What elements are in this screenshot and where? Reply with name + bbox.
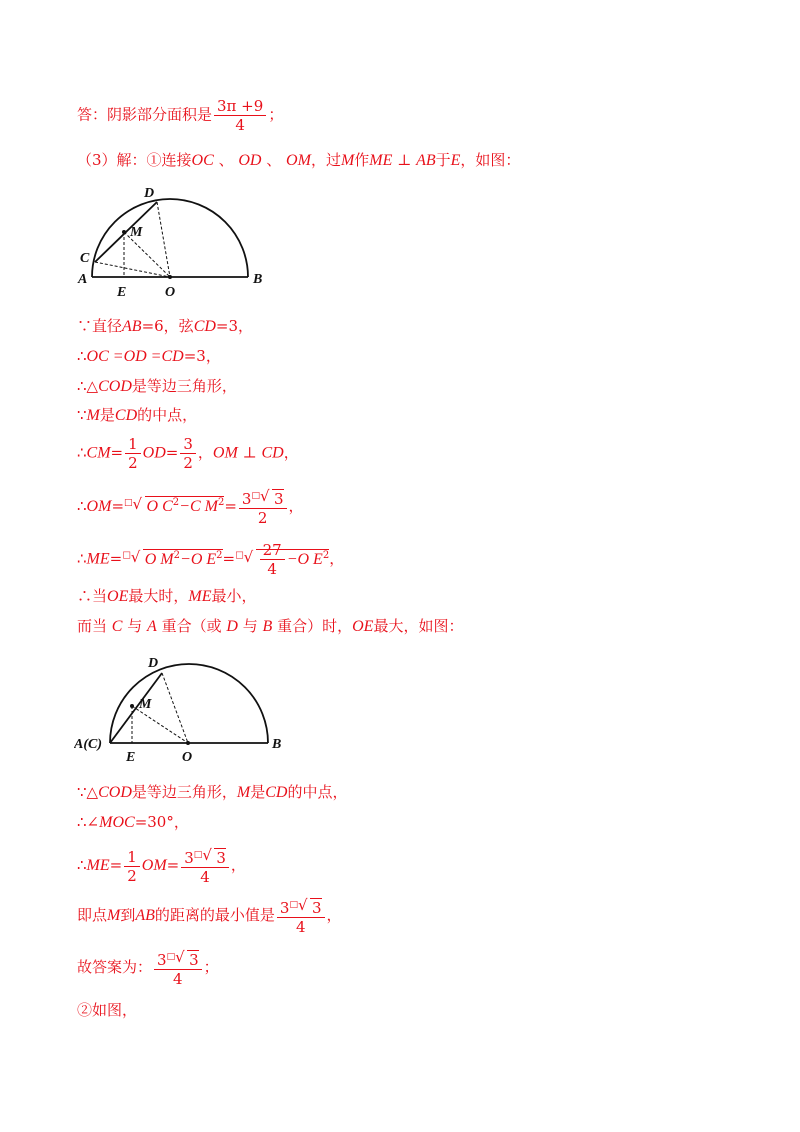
label-m-2: M: [139, 697, 152, 712]
fraction-three-halves: $\frac{3}{2}$: [180, 435, 196, 472]
me-line: ∴ME=□ √ O $M^2-O$ $E^2=^□$ √ $\frac{27}{4}$ −O $E^2$，: [77, 541, 345, 578]
sqrt-om: √ O $C^2-C$ $M^2$: [132, 495, 225, 515]
label-e: E: [117, 285, 127, 300]
me-value-line: ∴ME= $\frac{1}{2}$ OM= 3□ √ 3 4 ，: [77, 846, 246, 886]
segment-od: [157, 202, 170, 277]
final-answer-fraction: 3□ √ 3 4: [154, 948, 202, 988]
equilateral-midpoint-line: ∵△COD是等边三角形，M是CD的中点，: [77, 783, 348, 801]
semicircle-figure-2: [74, 648, 294, 768]
given-line: ∵直径AB=6，弦CD=3，: [77, 317, 254, 335]
point-o: [168, 275, 172, 279]
midpoint-line: ∵M是CD的中点，: [77, 406, 198, 424]
max-oe-line: ∴当OE最大时，ME最小，: [77, 587, 257, 605]
label-d: D: [144, 186, 155, 201]
cm-line: ∴CM= $\frac{1}{2}$ OD= $\frac{3}{2}$ ，OM ⊥ CD，: [77, 435, 299, 472]
label-a: A: [78, 272, 88, 287]
label-d-2: D: [148, 656, 159, 671]
sqrt-me: √ O $M^2-O$ $E^2$: [130, 547, 223, 568]
segment-oc: [95, 262, 170, 277]
point-m: [122, 230, 126, 234]
final-answer-line: 故答案为： 3□ √ 3 4 ；: [77, 948, 219, 988]
part3-intro: （3）解：①连接OC 、 OD 、 OM，过M作ME ⊥ AB于E，如图：: [77, 151, 521, 169]
label-m: M: [130, 225, 143, 240]
semicircle-arc: [92, 199, 248, 277]
om-value-fraction: 3□ √ 3 2: [239, 487, 287, 527]
angle-line: ∴∠MOC=30°，: [77, 813, 189, 831]
label-c: C: [80, 251, 90, 266]
label-b-2: B: [272, 737, 282, 752]
label-e-2: E: [126, 750, 136, 765]
answer-line-area: 答：阴影部分面积是 $\frac{3\pi +9}{4}$ ；: [77, 97, 284, 134]
fraction-half: $\frac{1}{2}$: [125, 435, 141, 472]
semicircle-arc-2: [110, 664, 268, 743]
area-fraction: $\frac{3\pi +9}{4}$: [214, 97, 266, 134]
coincide-line: 而当 C 与 A 重合（或 D 与 B 重合）时，OE最大，如图：: [77, 617, 464, 635]
semicircle-figure-1: [74, 182, 274, 302]
sqrt-me-2: √ $\frac{27}{4}$ −O $E^2$: [243, 541, 330, 578]
min-distance-fraction: 3□ √ 3 4: [277, 896, 325, 936]
me-value-fraction: 3□ √ 3 4: [181, 846, 229, 886]
label-ac: A(C): [74, 737, 102, 752]
label-o: O: [165, 285, 176, 300]
point-o-2: [186, 741, 190, 745]
min-distance-line: 即点M到AB的距离的最小值是 3□ √ 3 4 ，: [77, 896, 342, 936]
point-m-2: [130, 704, 134, 708]
part2-intro: ②如图，: [77, 1001, 138, 1019]
om-line: ∴OM=□ √ O $C^2-C$ $M^2=$ 3□ √ 3 2 ，: [77, 487, 304, 527]
label-o-2: O: [182, 750, 193, 765]
answer-prefix: 答：阴影部分面积是: [77, 105, 213, 124]
equilateral-line: ∴△COD是等边三角形，: [77, 377, 237, 395]
segment-od-2: [162, 673, 188, 743]
label-b: B: [253, 272, 263, 287]
equal-segments-line: ∴OC =OD =CD=3，: [77, 347, 221, 365]
